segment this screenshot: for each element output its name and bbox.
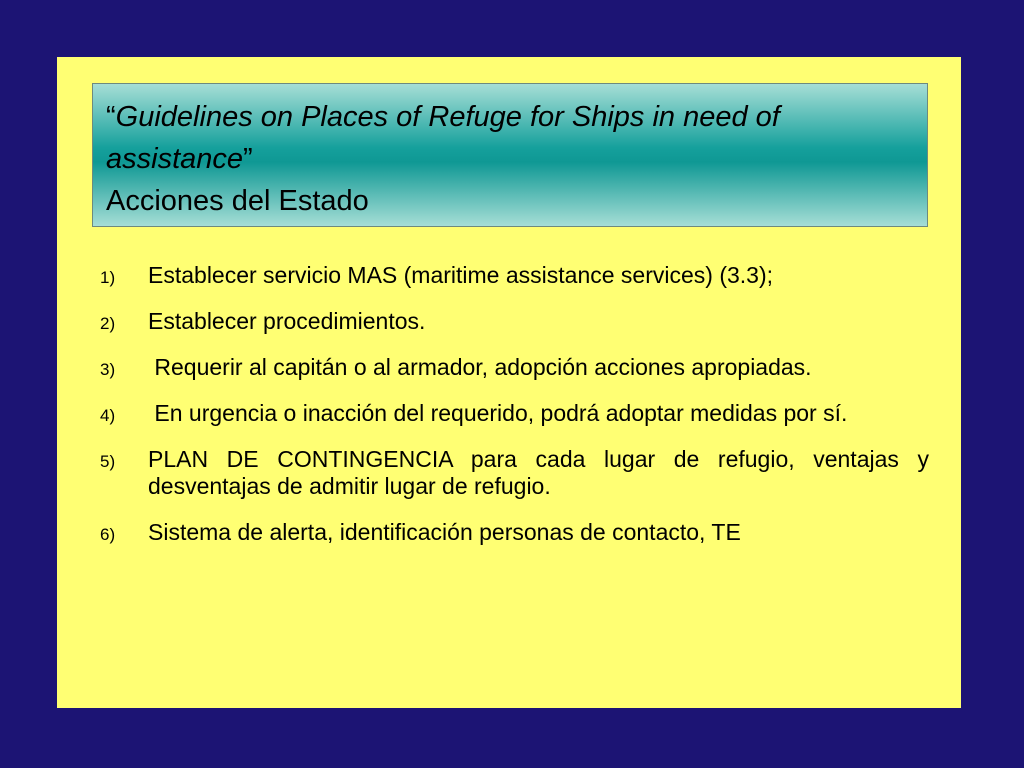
list-item-number: 1) bbox=[100, 268, 116, 287]
quote-close: ” bbox=[243, 143, 253, 175]
title-line1 bbox=[106, 96, 915, 180]
list-item bbox=[95, 446, 929, 500]
list-item-text: PLAN DE CONTINGENCIA para cada lugar de refugio, ventajas y desventajas de admitir lugar de refugio. bbox=[148, 446, 929, 499]
list-item-text: Establecer procedimientos. bbox=[148, 308, 426, 334]
action-list bbox=[95, 262, 929, 565]
list-item bbox=[95, 308, 929, 335]
list-item-number: 2) bbox=[100, 314, 116, 333]
list-item bbox=[95, 519, 929, 546]
list-item bbox=[95, 262, 929, 289]
title-subtitle: Acciones del Estado bbox=[106, 185, 369, 217]
list-item-number: 4) bbox=[100, 406, 116, 425]
title-guidelines: Guidelines on Places of Refuge for Ships in need of assistance bbox=[106, 101, 780, 175]
list-item-number: 6) bbox=[100, 525, 116, 544]
slide bbox=[57, 57, 961, 708]
list-item bbox=[95, 354, 929, 381]
quote-open: “ bbox=[106, 101, 116, 133]
list-item-text: Establecer servicio MAS (maritime assistance services) (3.3); bbox=[148, 262, 773, 288]
list-item-text: En urgencia o inacción del requerido, podrá adoptar medidas por sí. bbox=[148, 400, 848, 426]
list-item bbox=[95, 400, 929, 427]
list-item-text: Sistema de alerta, identificación personas de contacto, TE bbox=[148, 519, 741, 545]
list-item-number: 5) bbox=[100, 452, 116, 471]
title-box bbox=[92, 83, 928, 227]
list-item-number: 3) bbox=[100, 360, 116, 379]
list-item-text: Requerir al capitán o al armador, adopción acciones apropiadas. bbox=[148, 354, 812, 380]
